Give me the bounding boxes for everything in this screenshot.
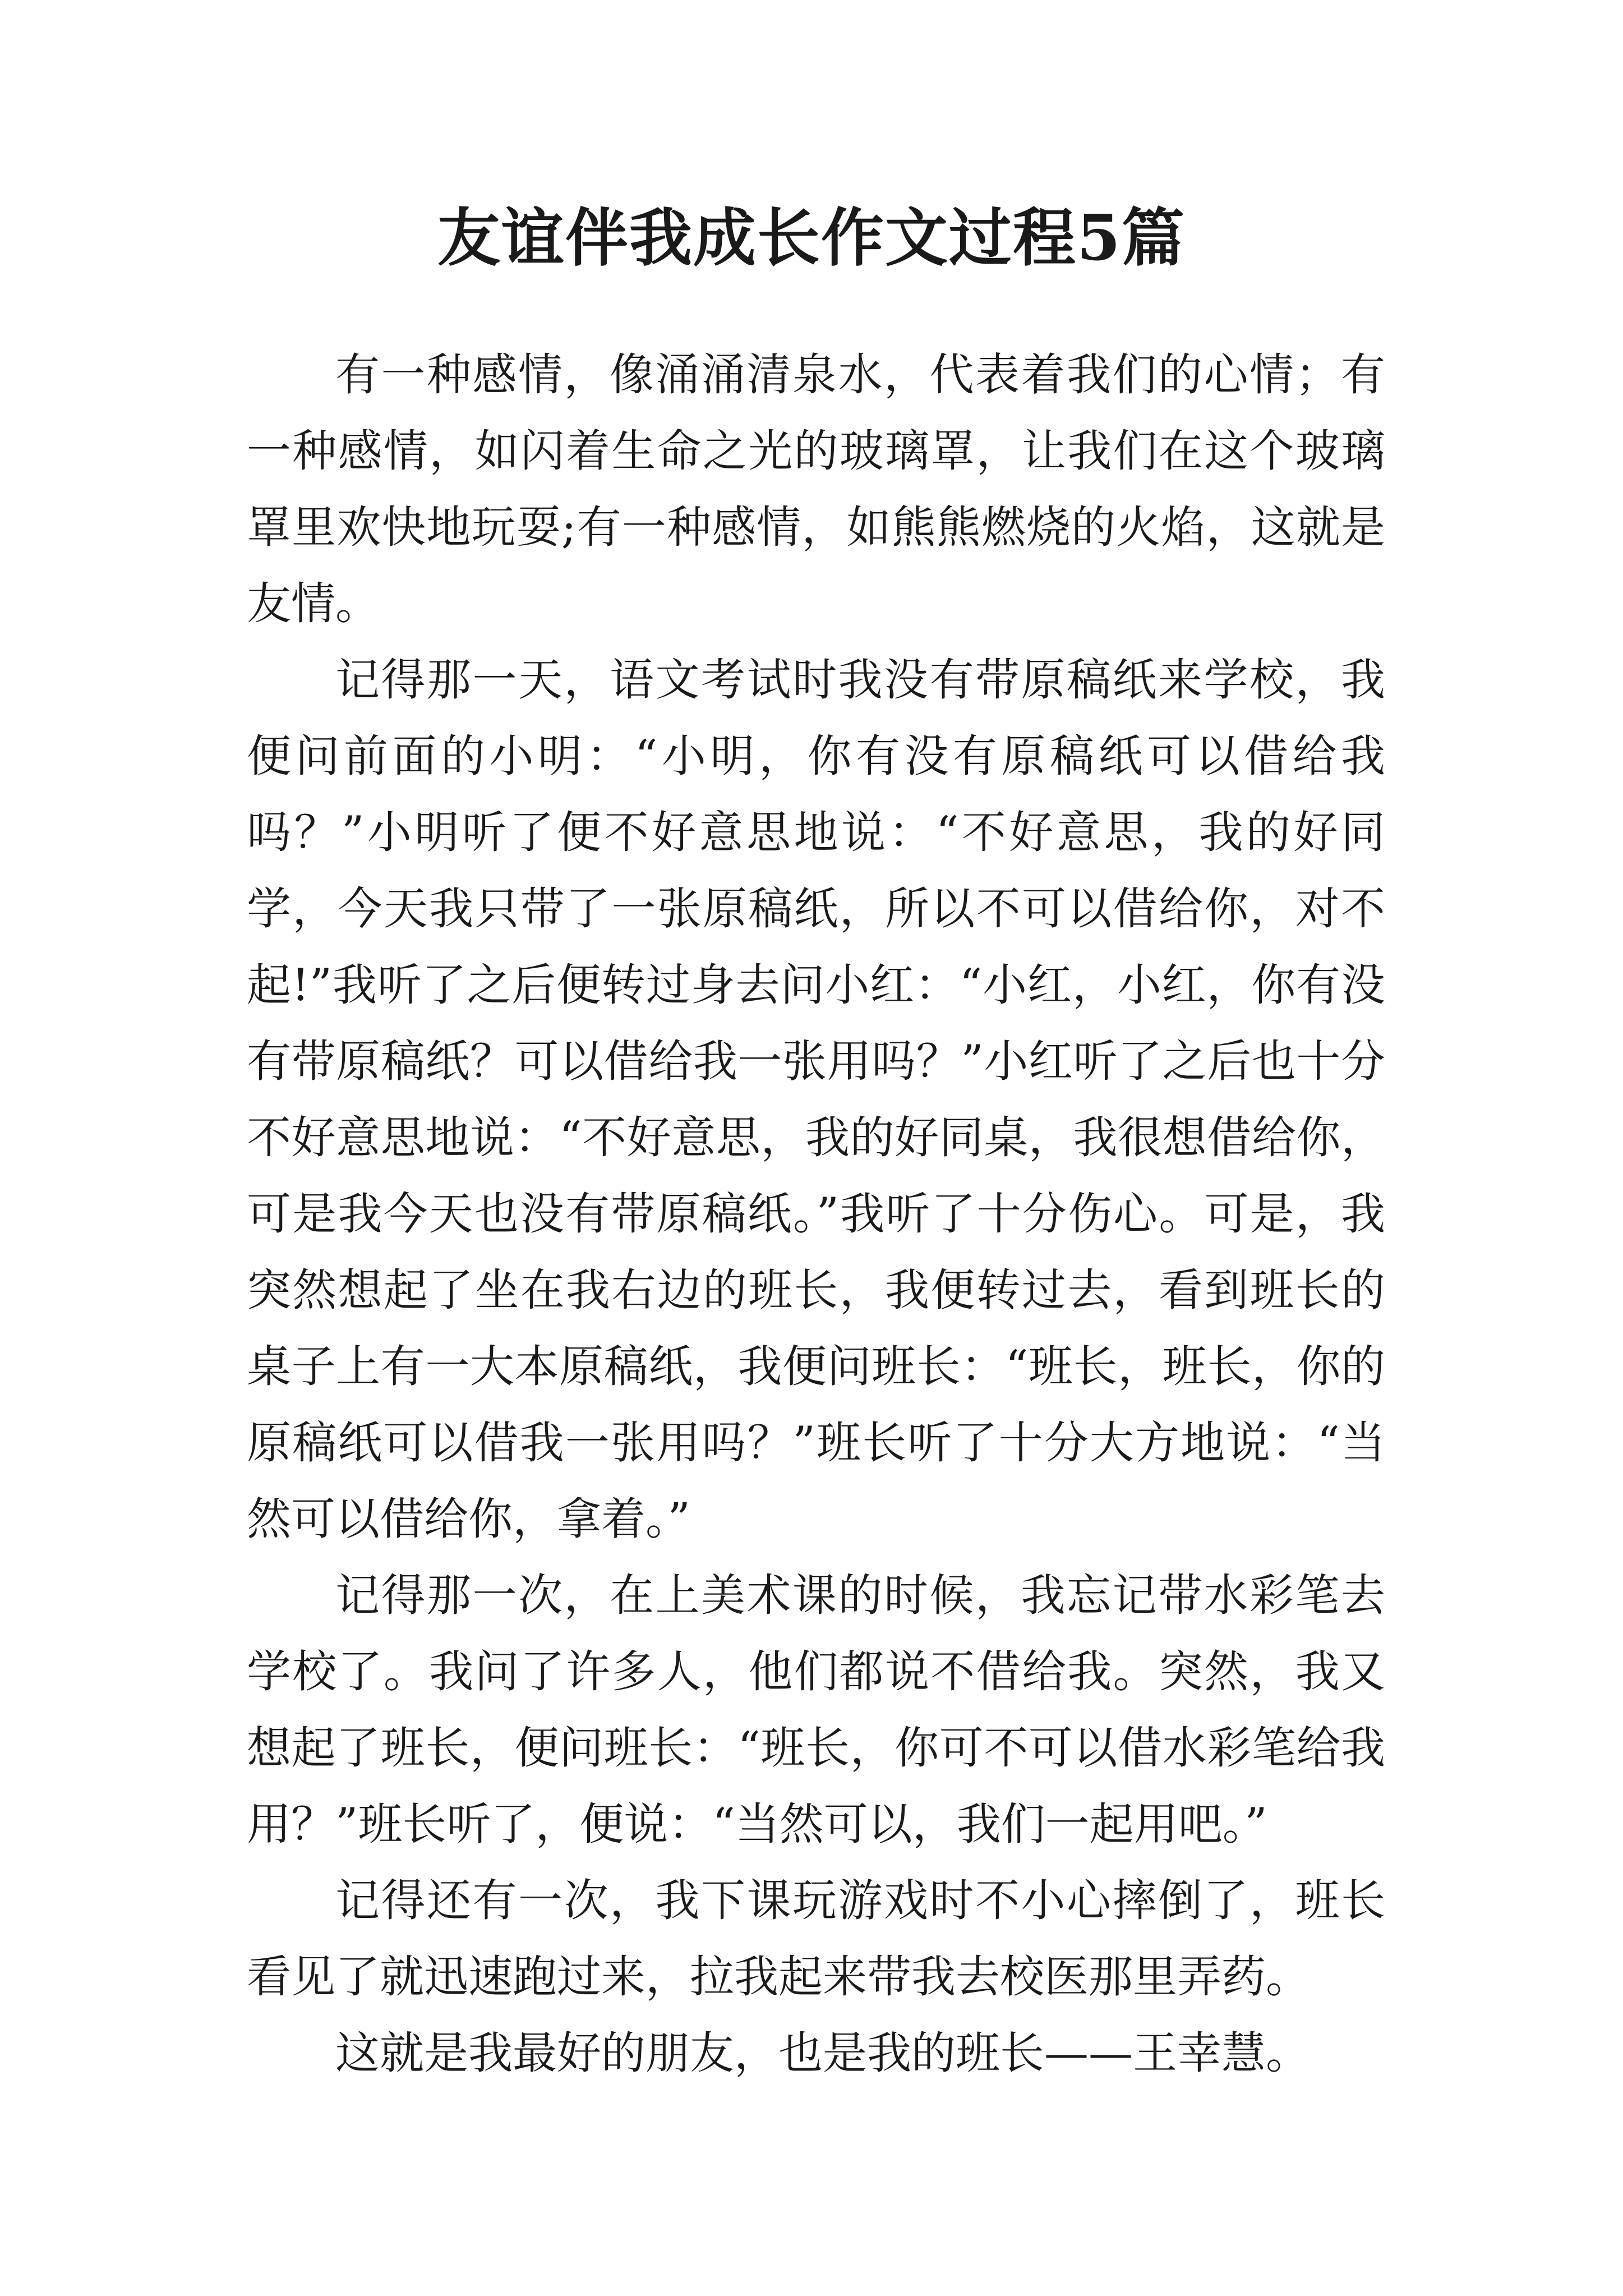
paragraph-1: 有一种感情，像涌涌清泉水，代表着我们的心情；有一种感情，如闪着生命之光的玻璃罩，让我们在这个玻璃罩里欢快地玩耍;有一种感情，如熊熊燃烧的火焰，这就是友情。 (247, 349, 1385, 629)
paragraph-4: 记得还有一次，我下课玩游戏时不小心摔倒了，班长看见了就迅速跑过来，拉我起来带我去校医那里弄药。 (247, 1875, 1385, 2003)
paragraph-5: 这就是我最好的朋友，也是我的班长——王幸慧。 (335, 2027, 1310, 2079)
paragraph-2: 记得那一天，语文考试时我没有带原稿纸来学校，我便问前面的小明：“小明，你有没有原稿纸可以借给我吗？”小明听了便不好意思地说：“不好意思，我的好同学，今天我只带了一张原稿纸，所以不可以借给你，对不起!”我听了之后便转过身去问小红：“小红，小红，你有没有带原稿纸？可以借给我一张用吗？”小红听了之后也十分不好意思地说：“不好意思，我的好同桌，我很想借给你，可是我今天也没有带原稿纸。”我听了十分伤心。可是，我突然想起了坐在我右边的班长，我便转过去，看到班长的桌子上有一大本原稿纸，我便问班长：“班长，班长，你的原稿纸可以借我一张用吗？”班长听了十分大方地说：“当然可以借给你，拿着。” (247, 654, 1385, 1545)
document-body (247, 337, 1385, 2091)
paragraph-3: 记得那一次，在上美术课的时候，我忘记带水彩笔去学校了。我问了许多人，他们都说不借给我。突然，我又想起了班长，便问班长：“班长，你可不可以借水彩笔给我用？”班长听了，便说：“当然可以，我们一起用吧。” (247, 1570, 1385, 1850)
document-title: 友谊伴我成长作文过程5篇 (437, 201, 1186, 275)
